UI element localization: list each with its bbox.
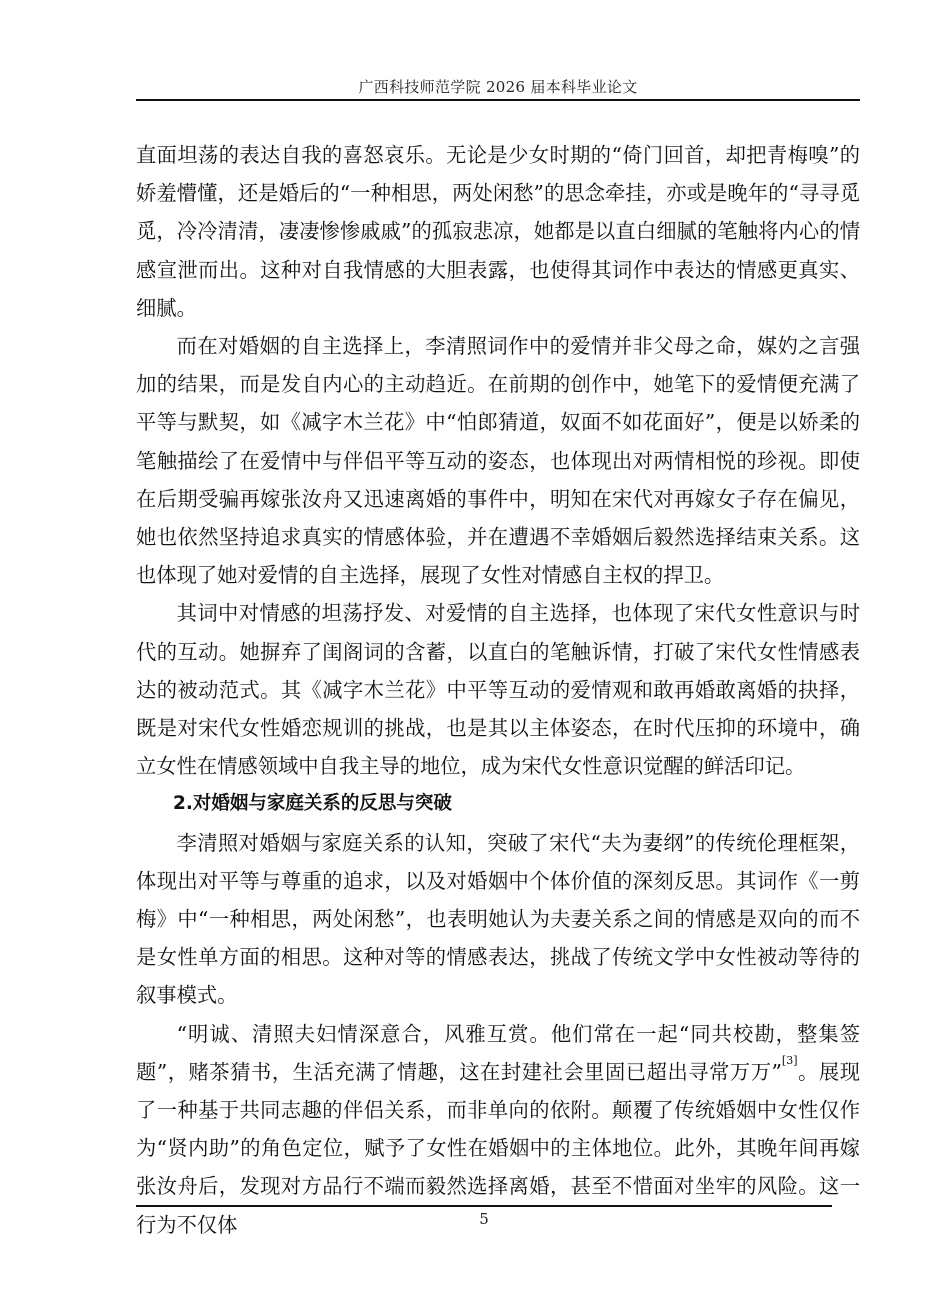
paragraph-1: 直面坦荡的表达自我的喜怒哀乐。无论是少女时期的“倚门回首，却把青梅嗅”的娇羞懵懂，还是婚后的“一种相思，两处闲愁”的思念牵挂，亦或是晚年的“寻寻觅觅，冷冷清清，凄凄惨惨戚戚”的孤寂悲凉，她都是以直白细腻的笔触将内心的情感宣泄而出。这种对自我情感的大胆表露，也使得其词作中表达的情感更真实、细腻。 [136,143,860,320]
paragraph-4: 李清照对婚姻与家庭关系的认知，突破了宋代“夫为妻纲”的传统伦理框架，体现出对平等与尊重的追求，以及对婚姻中个体价值的深刻反思。其词作《一剪梅》中“一种相思，两处闲愁”，也表明她认为夫妻关系之间的情感是双向的而不是女性单方面的相思。这种对等的情感表达，挑战了传统文学中女性被动等待的叙事模式。 [136,830,860,1008]
page-number: 5 [479,1210,489,1228]
section-heading: 2.对婚姻与家庭关系的反思与突破 [173,793,452,815]
body-text [136,136,860,1244]
running-header: 广西科技师范学院 2026 届本科毕业论文 [358,78,638,96]
paragraph-2: 而在对婚姻的自主选择上，李清照词作中的爱情并非父母之命，媒妁之言强加的结果，而是发自内心的主动趋近。在前期的创作中，她笔下的爱情便充满了平等与默契，如《减字木兰花》中“怕郎猜道，奴面不如花面好”，便是以娇柔的笔触描绘了在爱情中与伴侣平等互动的姿态，也体现出对两情相悦的珍视。即使在后期受骗再嫁张汝舟又迅速离婚的事件中，明知在宋代对再嫁女子存在偏见，她也依然坚持追求真实的情感体验，并在遭遇不幸婚姻后毅然选择结束关系。这也体现了她对爱情的自主选择，展现了女性对情感自主权的捍卫。 [136,334,860,588]
paragraph-5-quote: “明诚、清照夫妇情深意合，风雅互赏。他们常在一起“同共校勘，整集签题”，赌茶猜书，生活充满了情趣，这在封建社会里固已超出寻常万万” [136,1021,860,1084]
paragraph-5-rest: 。展现了一种基于共同志趣的伴侣关系，而非单向的依附。颠覆了传统婚姻中女性仅作为“贤内助”的角色定位，赋予了女性在婚姻中的主体地位。此外，其晚年间再嫁张汝舟后，发现对方品行不端而毅然选择离婚，甚至不惜面对坐牢的风险。这一行为不仅体 [136,1059,860,1237]
paragraph-3: 其词中对情感的坦荡抒发、对爱情的自主选择，也体现了宋代女性意识与时代的互动。她摒弃了闺阁词的含蓄，以直白的笔触诉情，打破了宋代女性情感表达的被动范式。其《减字木兰花》中平等互动的爱情观和敢再婚敢离婚的抉择，既是对宋代女性婚恋规训的挑战，也是其以主体姿态，在时代压抑的环境中，确立女性在情感领域中自我主导的地位，成为宋代女性意识觉醒的鲜活印记。 [136,601,860,779]
footer-rule [136,1205,832,1207]
header-rule [136,99,860,101]
citation-marker[interactable]: [3] [781,1053,798,1067]
